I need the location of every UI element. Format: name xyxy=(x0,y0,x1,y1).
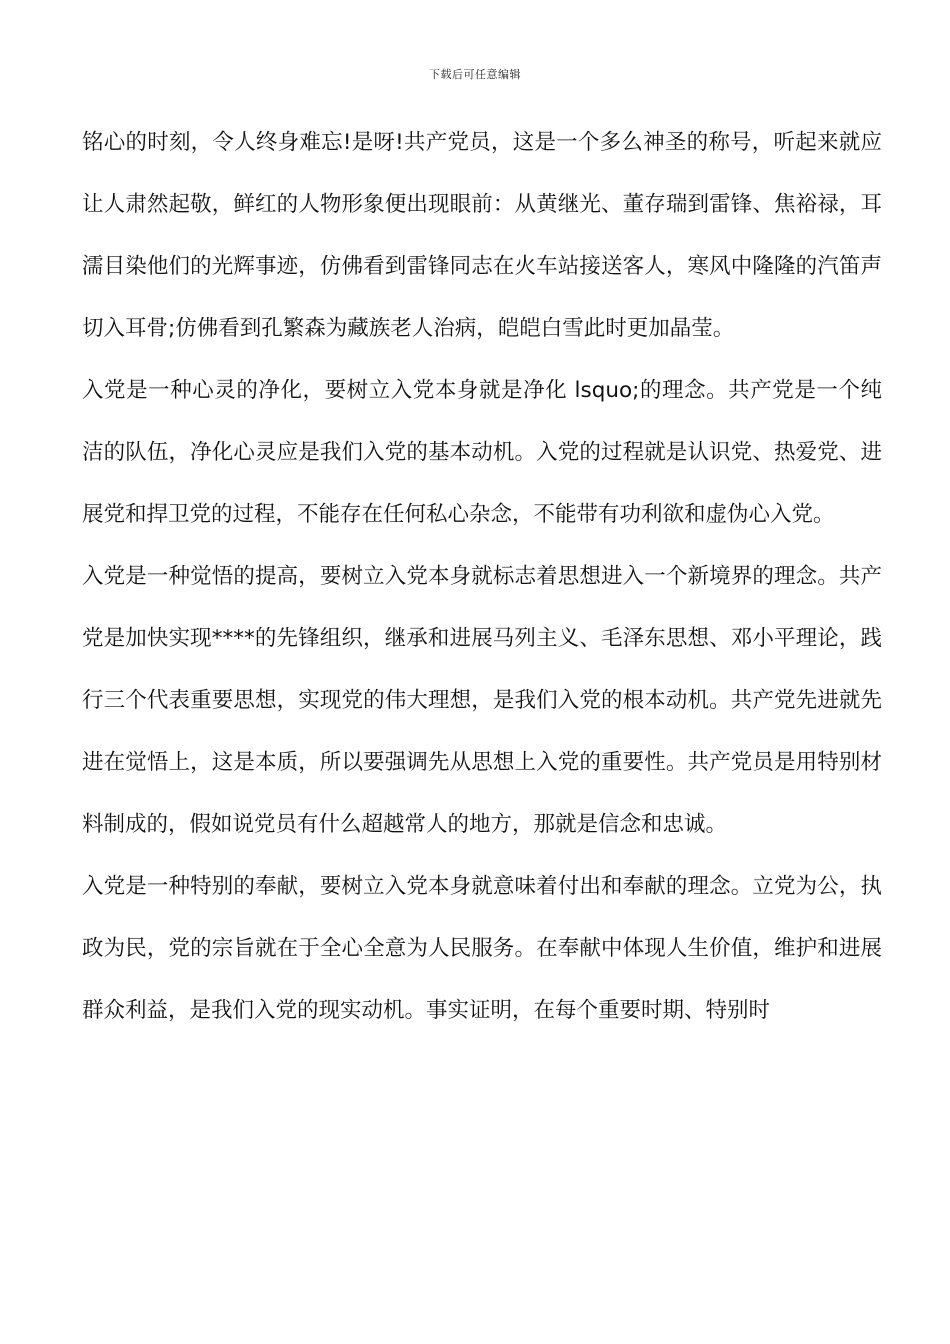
paragraph-4: 入党是一种特别的奉献，要树立入党本身就意味着付出和奉献的理念。立党为公，执政为民，党的宗旨就在于全心全意为人民服务。在奉献中体现人生价值，维护和进展群众利益，是我们入党的现实动机。事实证明，在每个重要时期、特别时 xyxy=(82,874,882,1023)
paragraph-1: 铭心的时刻，令人终身难忘!是呀!共产党员，这是一个多么神圣的称号，听起来就应让人肃然起敬，鲜红的人物形象便出现眼前：从黄继光、董存瑞到雷锋、焦裕禄，耳濡目染他们的光辉事迹，仿佛看到雷锋同志在火车站接送客人，寒风中隆隆的汽笛声切入耳骨;仿佛看到孔繁森为藏族老人治病，皑皑白雪此时更加晶莹。 xyxy=(82,130,882,341)
page-header: 下载后可任意编辑 xyxy=(429,68,521,81)
document-body xyxy=(82,112,882,1042)
paragraph-2: 入党是一种心灵的净化，要树立入党本身就是净化 lsquo;的理念。共产党是一个纯洁的队伍，净化心灵应是我们入党的基本动机。入党的过程就是认识党、热爱党、进展党和捍卫党的过程，不能存在任何私心杂念，不能带有功利欲和虚伪心入党。 xyxy=(82,378,882,527)
paragraph-3: 入党是一种觉悟的提高，要树立入党本身就标志着思想进入一个新境界的理念。共产党是加快实现****的先锋组织，继承和进展马列主义、毛泽东思想、邓小平理论，践行三个代表重要思想，实现党的伟大理想，是我们入党的根本动机。共产党先进就先进在觉悟上，这是本质，所以要强调先从思想上入党的重要性。共产党员是用特别材料制成的，假如说党员有什么超越常人的地方，那就是信念和忠诚。 xyxy=(82,564,882,837)
